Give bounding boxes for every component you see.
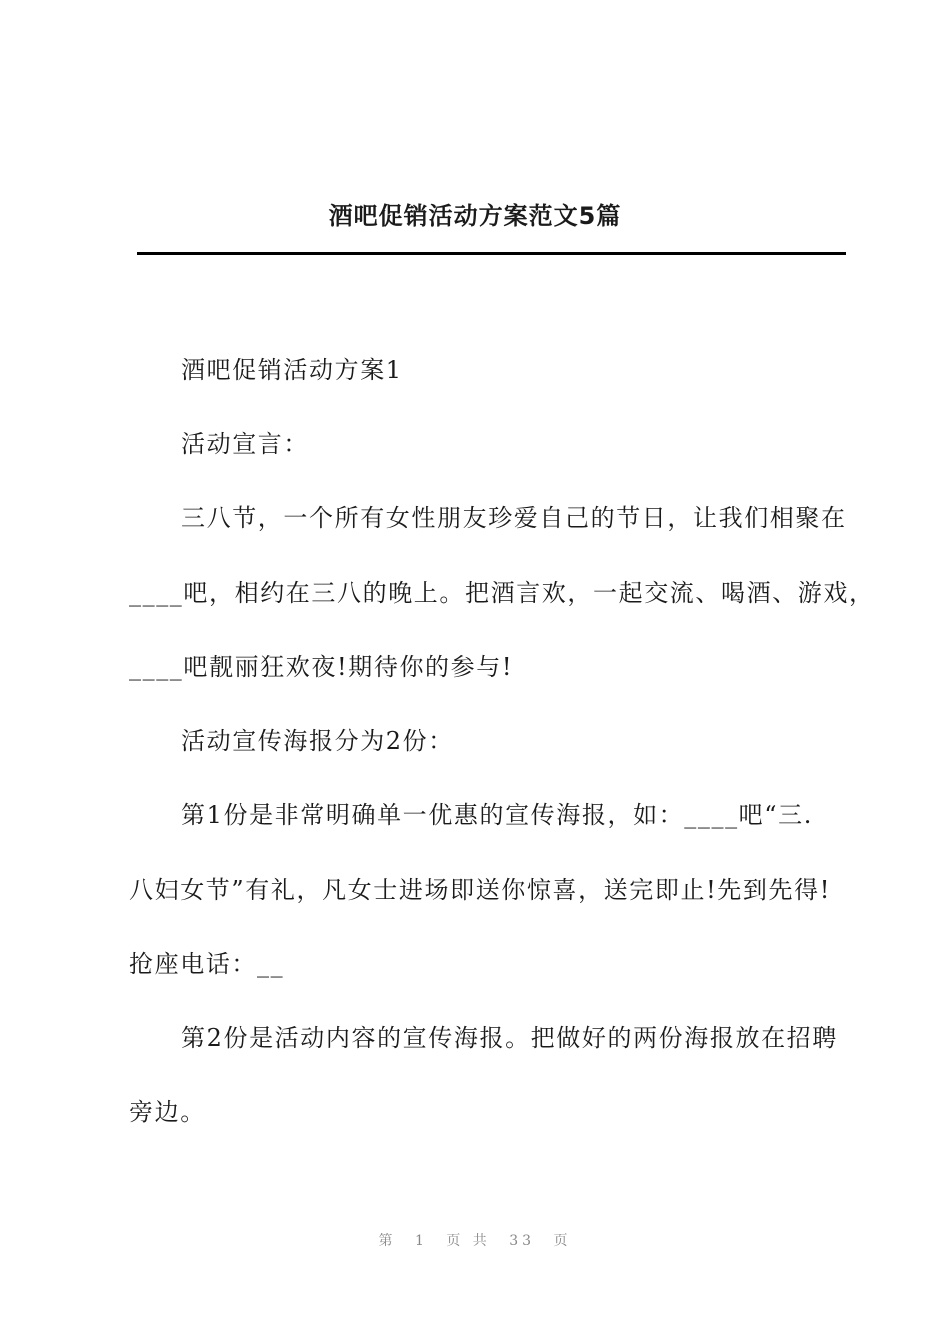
paragraph-line: 旁边。 [129, 1098, 206, 1126]
paragraph-line: ____吧，相约在三八的晚上。把酒言欢，一起交流、喝酒、游戏， [129, 579, 875, 607]
paragraph-line: ____吧靓丽狂欢夜!期待你的参与! [129, 653, 514, 681]
section-heading: 酒吧促销活动方案1 [181, 356, 403, 384]
paragraph-line: 三八节，一个所有女性朋友珍爱自己的节日，让我们相聚在 [181, 504, 847, 532]
footer-page-number: 1 [414, 1233, 428, 1249]
title-underline [137, 252, 846, 255]
footer-total-pages: 33 [509, 1233, 536, 1249]
document-title: 酒吧促销活动方案范文5篇 [328, 202, 622, 230]
paragraph-line: 活动宣言： [181, 430, 309, 458]
paragraph-line: 第2份是活动内容的宣传海报。把做好的两份海报放在招聘 [181, 1024, 838, 1052]
paragraph-line: 八妇女节”有礼，凡女士进场即送你惊喜，送完即止!先到先得! [129, 876, 831, 904]
paragraph-line: 第1份是非常明确单一优惠的宣传海报，如：____吧“三. [181, 801, 813, 829]
paragraph-line: 活动宣传海报分为2份： [181, 727, 454, 755]
paragraph-line: 抢座电话：__ [129, 950, 285, 978]
page-number-footer [0, 1230, 950, 1250]
footer-suffix: 页 [553, 1233, 572, 1249]
footer-middle: 页 共 [446, 1233, 491, 1249]
footer-prefix: 第 [378, 1233, 397, 1249]
